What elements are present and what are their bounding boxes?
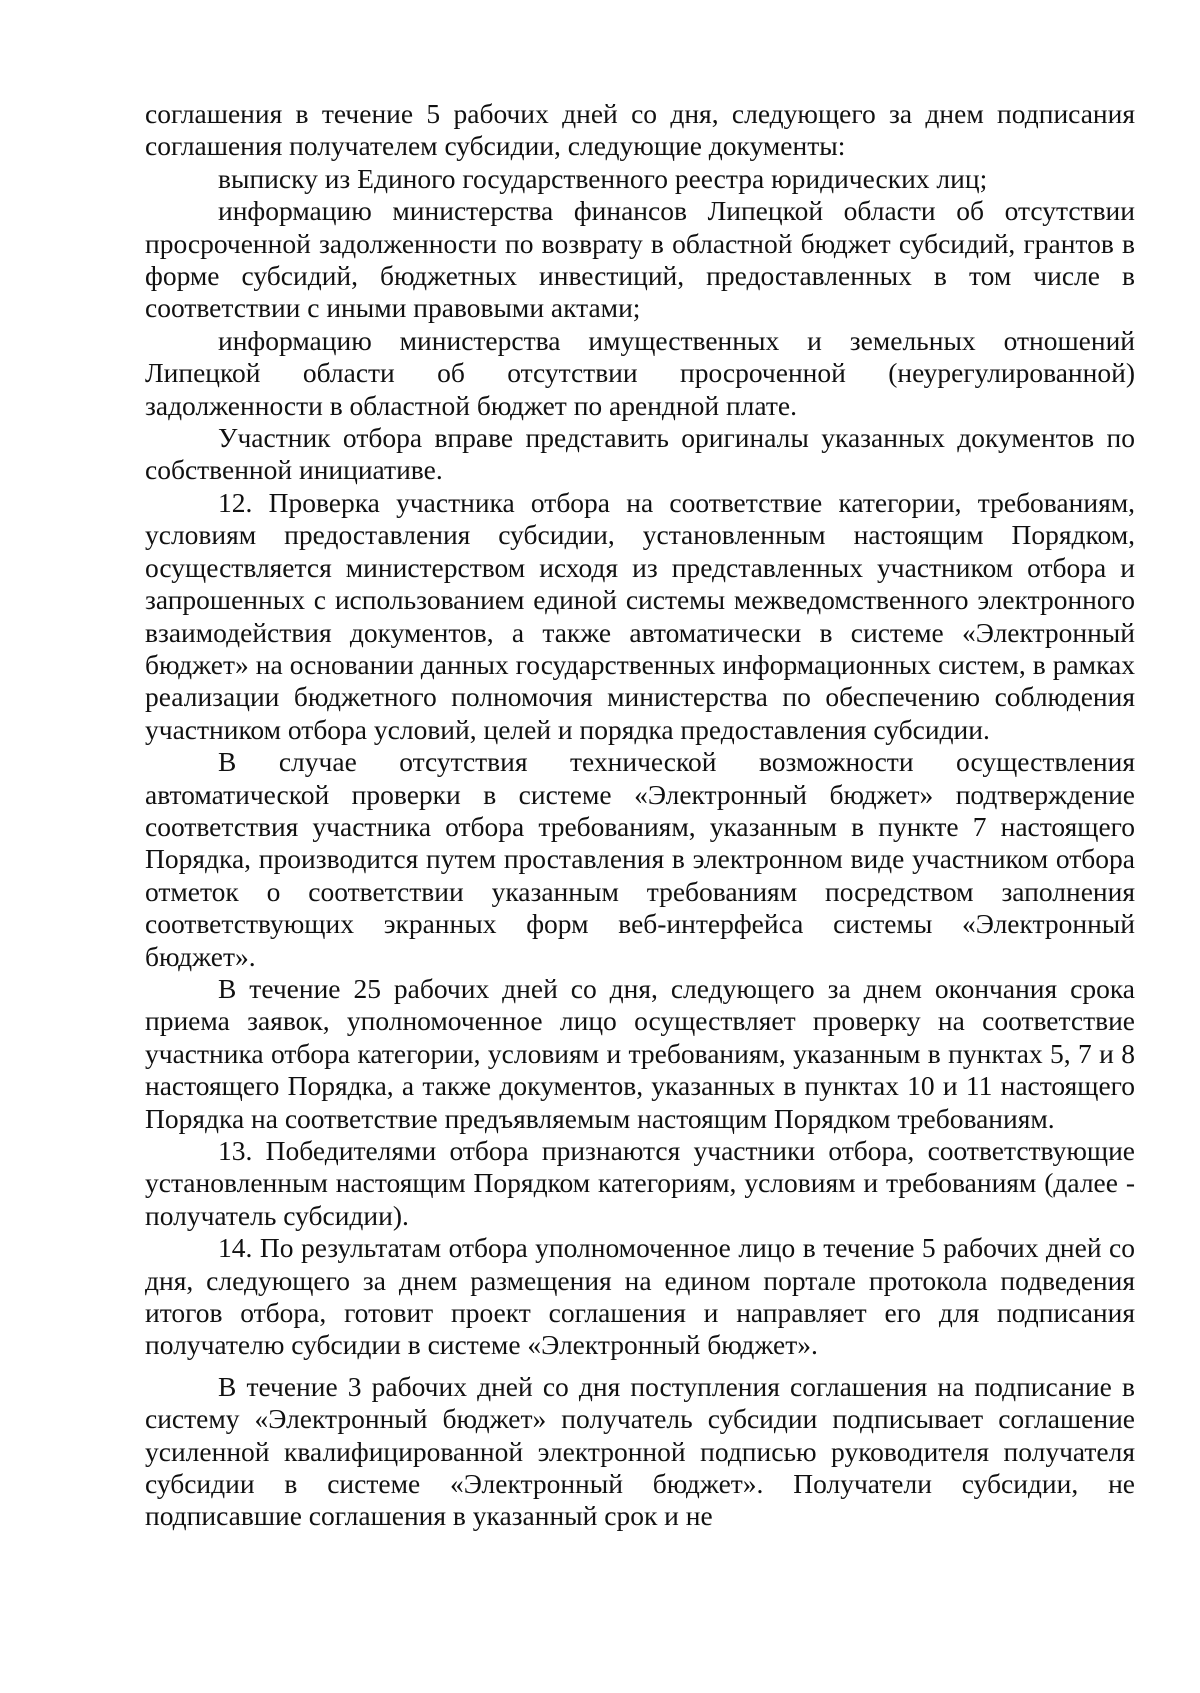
paragraph-item-14: 14. По результатам отбора уполномоченное лицо в течение 5 рабочих дней со дня, следующего за днем размещения на едином портале протокола подведения итогов отбора, готовит проект соглашения и направляет его для подписания получателю субсидии в системе «Электронный бюджет». (145, 1232, 1135, 1361)
paragraph-automatic-check: В случае отсутствия технической возможности осуществления автоматической проверки в системе «Электронный бюджет» подтверждение соответствия участника отбора требованиям, указанным в пункте 7 настоящего Порядка, производится путем проставления в электронном виде участником отбора отметок о соответствии указанным требованиям посредством заполнения соответствующих экранных форм веб-интерфейса системы «Электронный бюджет». (145, 746, 1135, 972)
paragraph-item-13: 13. Победителями отбора признаются участники отбора, соответствующие установленным настоящим Порядком категориям, условиям и требованиям (далее - получатель субсидии). (145, 1135, 1135, 1231)
paragraph-25-days-check: В течение 25 рабочих дней со дня, следующего за днем окончания срока приема заявок, уполномоченное лицо осуществляет проверку на соответствие участника отбора категории, условиям и требованиям, указанным в пунктах 5, 7 и 8 настоящего Порядка, а также документов, указанных в пунктах 10 и 11 настоящего Порядка на соответствие предъявляемым настоящим Порядком требованиям. (145, 972, 1135, 1134)
paragraph-finance-ministry-info: информацию министерства финансов Липецкой области об отсутствии просроченной задолженности по возврату в областной бюджет субсидий, грантов в форме субсидий, бюджетных инвестиций, предоставленных в том числе в соответствии с иными правовыми актами; (145, 195, 1135, 324)
paragraph-property-ministry-info: информацию министерства имущественных и земельных отношений Липецкой области об отсутствии просроченной (неурегулированной) задолженности в областной бюджет по арендной плате. (145, 324, 1135, 421)
document-page (145, 98, 1135, 1533)
paragraph-originals-right: Участник отбора вправе представить оригиналы указанных документов по собственной инициативе. (145, 422, 1135, 486)
paragraph-item-12: 12. Проверка участника отбора на соответствие категории, требованиям, условиям предоставления субсидии, установленным настоящим Порядком, осуществляется министерством исходя из представленных участником отбора и запрошенных с использованием единой системы межведомственного электронного взаимодействия документов, а также автоматически в системе «Электронный бюджет» на основании данных государственных информационных систем, в рамках реализации бюджетного полномочия министерства по обеспечению соблюдения участником отбора условий, целей и порядка предоставления субсидии. (145, 486, 1135, 745)
paragraph-signing-agreement: В течение 3 рабочих дней со дня поступления соглашения на подписание в систему «Электронный бюджет» получатель субсидии подписывает соглашение усиленной квалифицированной электронной подписью руководителя получателя субсидии в системе «Электронный бюджет». Получатели субсидии, не подписавшие соглашения в указанный срок и не (145, 1370, 1135, 1532)
paragraph-continuation: соглашения в течение 5 рабочих дней со дня, следующего за днем подписания соглашения получателем субсидии, следующие документы: (145, 98, 1135, 162)
paragraph-egrul-extract: выписку из Единого государственного реестра юридических лиц; (218, 162, 988, 194)
